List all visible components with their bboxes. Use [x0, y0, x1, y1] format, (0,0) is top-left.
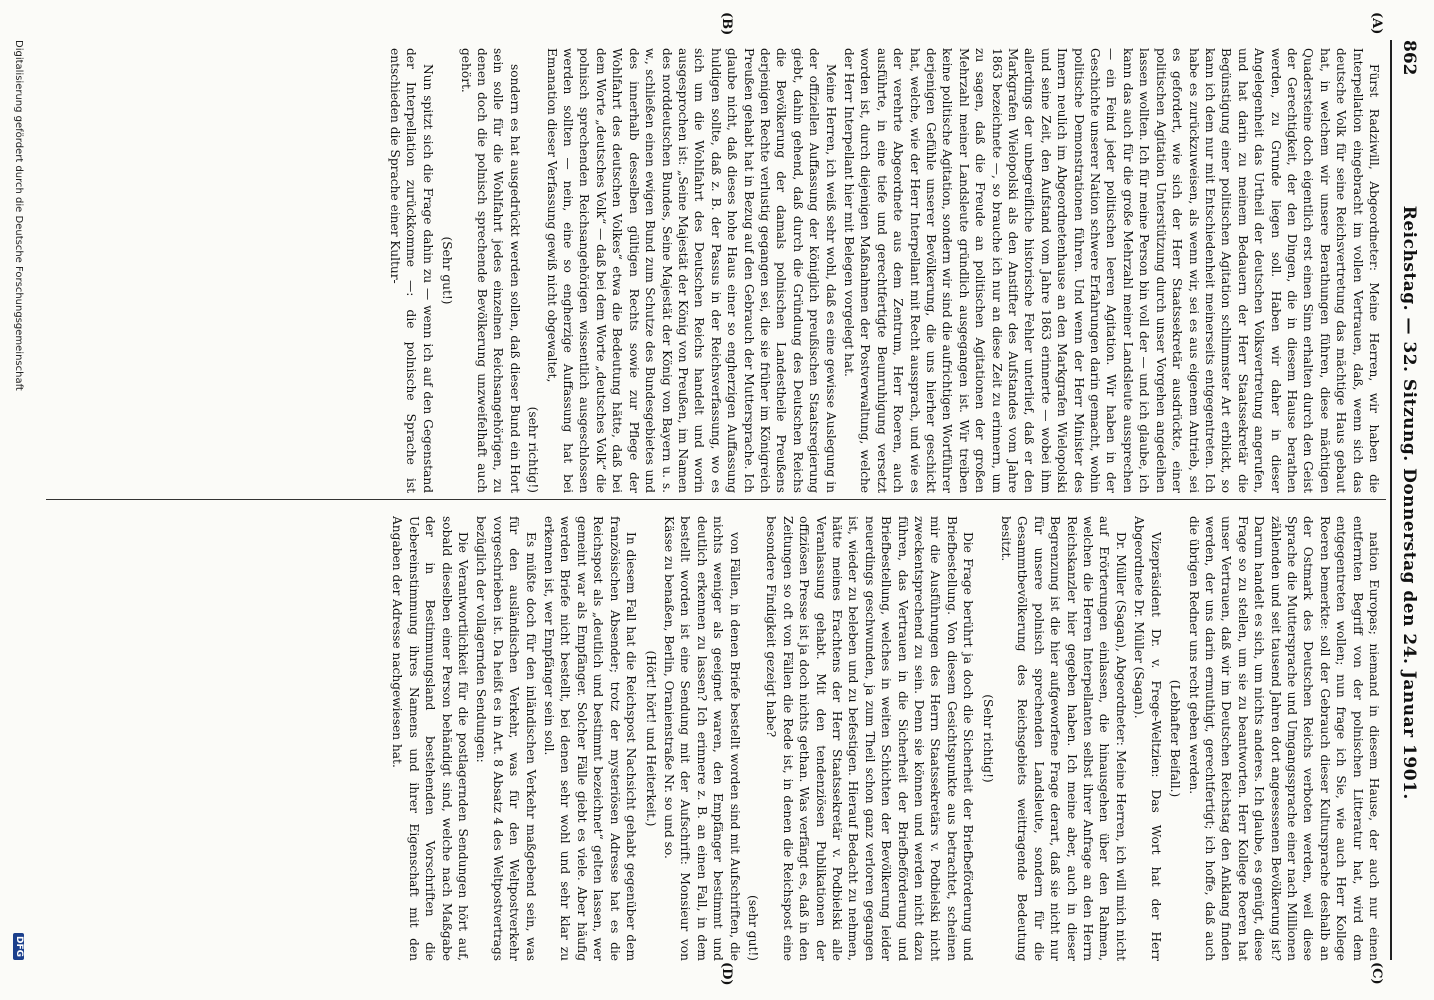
right-column — [52, 516, 1382, 961]
interjection: (sehr richtig!) — [526, 406, 541, 493]
paragraph: Fürst Radziwill, Abgeordneter: Meine Herren, wir haben die Interpellation eingebracht im vollen Vertrauen, daß, wenn sich das deutsche Volk für seine Reichsvertretung das mächtige Haus gebaut hat, in welchem wir unsere Berathungen führen, diese mächtigen Quadersteine doch eigentlich erst einen Sinn erhalten durch den Geist der Gerechtigkeit, der den Dingen, die in diesem Hause berathen werden, zu Grunde liegen soll. Haben wir daher in dieser Angelegenheit das Urtheil der deutschen Volksvertretung angerufen, und hat darin zu meinem Bedauern der Herr Staatssekretär die Begünstigung einer politischen Agitation schlimmster Art erblickt, so kann ich dem nur mit Entschiedenheit meinerseits entgegentreten. Ich habe es zurückzuweisen, als wenn wir, sei es aus eigenem Antrieb, sei es gefordert, wie sich der Herr Staatssekretär ausdrückte, einer politischen Agitation Unterstützung durch unser Vorgehen angedeihen lassen wollten. Ich für meine Person bin voll der — und ich glaube, ich kann das auch für die große Mehrzahl meiner Landsleute aussprechen — ein Feind jeder politischen leeren Agitation. Wir haben in der Geschichte unserer Nation schwere Erfahrungen darin gemacht, wohin politische Demonstrationen führen. Und wenn der Herr Minister des Innern neulich im Abgeordnetenhause an den Markgrafen Wielopolski und seine Zeit, den Aufstand vom Jahre 1863 erinnerte — wobei ihm allerdings der unbegreifliche historische Fehler unterlief, daß er den Markgrafen Wielopolski als den Anstifter des Aufstandes vom Jahre 1863 bezeichnete —, so brauche ich nur an diese Zeit zu erinnern, um zu sagen, daß die Freude an politischen Agitationen der großen Mehrzahl meiner Landsleute gründlich ausgegangen ist. Wir treiben keine politische Agitation, sondern wir sind die aufrichtigen Wortführer derjenigen Gefühle unserer Bevölkerung, die uns hierher geschickt hat, welche, wie der Herr Interpellant mit Recht aussprach, und wie es der verehrte Abgeordnete aus dem Zentrum, Herr Roeren, auch ausführte, in eine tiefe und gerechtfertigte Beunruhigung versetzt worden ist, durch diejenigen Maßnahmen der Postverwaltung, welche der Herr Interpellant hier mit Belegen vorgelegt hat. — [842, 48, 1381, 493]
paragraph: In diesem Fall hat die Reichspost Nachsicht gehabt gegenüber dem französischen Absender; trotz der mysteriösen Adresse hat es die Reichspost als „deutlich und bestimmt bezeichnet“ gelten lassen, wer gemeint war als Empfänger. Solcher Fälle giebt es viele. Aber häufig werden Briefe nicht bestellt, bei denen sehr wohl und sehr klar zu erkennen ist, wer Empfänger sein soll. — [542, 516, 639, 961]
margin-marker-c: (C) — [1369, 962, 1384, 985]
margin-marker-b: (B) — [719, 12, 734, 36]
dfg-logo: DFG — [13, 933, 24, 960]
paragraph: Die Verantwortlichkeit für die postlagernden Sendungen hört auf, sobald dieselben einer Person behändigt sind, welche nach Maßgabe der in Bestimmungsland bestehenden Vorschriften die Uebereinstimmung ihres Namens und ihrer Eigenschaft mit den Angaben der Adresse nachgewiesen hat. — [390, 516, 471, 961]
paragraph: Die Frage berührt ja doch die Sicherheit der Briefbeförderung und Briefbestellung. Von diesem Gesichtspunkte aus betrachtet, scheinen mir die Ausführungen des Herrn Staatssekretärs v. Podbielski nicht zweckentsprechend zu sein. Denn sie können und werden nicht dazu führen, das Vertrauen in die Sicherheit der Briefbeförderung und Briefbestellung, welches in weiten Schichten der Bevölkerung leider neuerdings geschwunden, ja zum Theil schon ganz verloren gegangen ist, wieder zu beleben und zu befestigen. Hierauf Bedacht zu nehmen, hätte meines Erachtens der Herr Staatssekretär v. Podbielski alle Veranlassung gehabt. Mit den tendenziösen Publikationen der offiziösen Presse ist ja doch nichts gethan. Was verfängt es, daß in den Zeitungen so oft von Fällen die Rede ist, in denen die Reichspost eine besondere Findigkeit gezeigt habe? — [764, 516, 976, 961]
page-number: 862 — [1399, 40, 1419, 76]
page-title: Reichstag. — 32. Sitzung. Donnerstag den 24. Januar 1901. — [1399, 205, 1419, 800]
page-footer — [13, 40, 24, 960]
margin-marker-a: (A) — [1369, 12, 1384, 35]
interjection: (sehr gut!) — [745, 895, 760, 961]
interjection: (Sehr richtig!) — [980, 694, 995, 783]
paragraph: Dr. Müller (Sagan), Abgeordneter: Meine Herren, ich will mich nicht auf Erörterungen einlassen, die hinausgehen über den Rahmen, welchen die Herren Interpellanten selbst ihrer Anfrage an den Herrn Reichskanzler hier gegeben haben. Ich meine aber, auch in dieser Begrenzung ist die hier aufgeworfene Frage derart, daß sie nicht nur für unsere polnisch sprechenden Landsleute, sondern für die Gesammtbevölkerung des Reichsgebiets weittragende Bedeutung besitzt. — [999, 516, 1128, 961]
left-column — [52, 48, 1382, 493]
page-header — [1396, 40, 1422, 960]
interjection: (Hört! hört! und Heiterkeit.) — [643, 650, 658, 827]
footer-credit: Digitalisierung gefördert durch die Deutsche Forschungsgemeinschaft — [13, 40, 24, 391]
paragraph: nation Europas; niemand in diesem Hause, der auch nur einen entfernten Begriff von der polnischen Litteratur hat, wird dem entgegentreten wollen; nun frage ich Sie, wie auch Herr Kollege Roeren bemerkte: soll der Gebrauch dieser Kultursprache deshalb an der Ostmark des Deutschen Reichs verboten werden, weil diese Sprache die Muttersprache und Umgangssprache einer nach Millionen zählenden und seit tausend Jahren dort angesessenen Bevölkerung ist? Darum handelt es sich, um nichts anderes. Ich glaube, es genügt, diese Frage so zu stellen, um sie zu beantworten. Herr Kollege Roeren hat unser Vertrauen, daß wir im Deutschen Reichstag den Anklang finden werden, der uns darin ermuthigt, gerechtfertigt; ich hoffe, daß auch die übrigen Redner uns recht geben werden. — [1186, 516, 1381, 961]
paragraph: Nun spitzt sich die Frage dahin zu — wenn ich auf den Gegenstand der Interpellation zurückkomme —: die polnische Sprache ist entschieden die Sprache einer Kultur- — [388, 48, 435, 493]
paragraph: Vizepräsident Dr. v. Frege-Weltzien: Das Wort hat der Herr Abgeordnete Dr. Müller (Sagan). — [1132, 516, 1163, 961]
paragraph: von Fällen, in denen Briefe bestellt worden sind mit Aufschriften, die nichts weniger als geeignet waren, den Empfänger bestimmt und deutlich erkennen zu lassen? Ich erinnere z. B. an einen Fall, in dem bestellt worden ist eine Sendung mit der Aufschrift: Monsieur von Kässe zu benaßen, Berlin, Oranienstraße Nr. so und so. — [661, 516, 742, 961]
paragraph: Meine Herren, ich weiß sehr wohl, daß es eine gewisse Auslegung in der offiziellen Auffassung der königlich preußischen Staatsregierung giebt, dahin gehend, daß durch die Gründung des Deutschen Reichs die Bevölkerung der damals polnischen Landestheile Preußens derjenigen Rechte verlustig gegangen sei, die sie früher im Königreich Preußen gehabt hat in Bezug auf den Gebrauch der Muttersprache. Ich glaube nicht, daß dieses hohe Haus einer so engherzigen Auffassung huldigen sollte, daß z. B. der Passus in der Reichsverfassung, wo es sich um die Wohlfahrt des Deutschen Reichs handelt und worin ausgesprochen ist: „Seine Majestät der König von Preußen, im Namen des norddeutschen Bundes, Seine Majestät der König von Bayern u. s. w., schließen einen ewigen Bund zum Schutze des Bundesgebietes und des innerhalb desselben gültigen Rechts sowie zur Pflege der Wohlfahrt des deutschen Volkes“ etwa die Bedeutung hätte, daß bei dem Worte „deutsches Volk“ — daß bei dem Worte „deutsches Volk“ die polnisch sprechenden Reichsangehörigen wissentlich ausgeschlossen werden sollten — nein, eine so engherzige Auffassung hat bei Emanation dieser Verfassung gewiß nicht obgewaltet, — [544, 48, 838, 493]
header-rule — [1390, 40, 1392, 960]
interjection: (Sehr gut!) — [440, 236, 455, 305]
margin-marker-d: (D) — [719, 962, 734, 986]
column-divider — [46, 499, 1386, 500]
interjection: (Lebhafter Beifall.) — [1168, 679, 1183, 798]
paragraph: sondern es hat ausgedrückt werden sollen, daß dieser Bund ein Hort sein solle für die Wohlfahrt jedes einzelnen Reichsangehörigen, zu denen doch die polnisch sprechende Bevölkerung unzweifelhaft auch gehört. — [458, 48, 522, 493]
paragraph: Es müßte doch für den inländischen Verkehr maßgebend sein, was für den ausländischen Verkehr, was für den Weltpostverkehr vorgeschrieben ist. Da heißt es in Art. 8 Absatz 4 des Weltpostvertrags bezüglich der vollagernden Sendungen: — [474, 516, 538, 961]
